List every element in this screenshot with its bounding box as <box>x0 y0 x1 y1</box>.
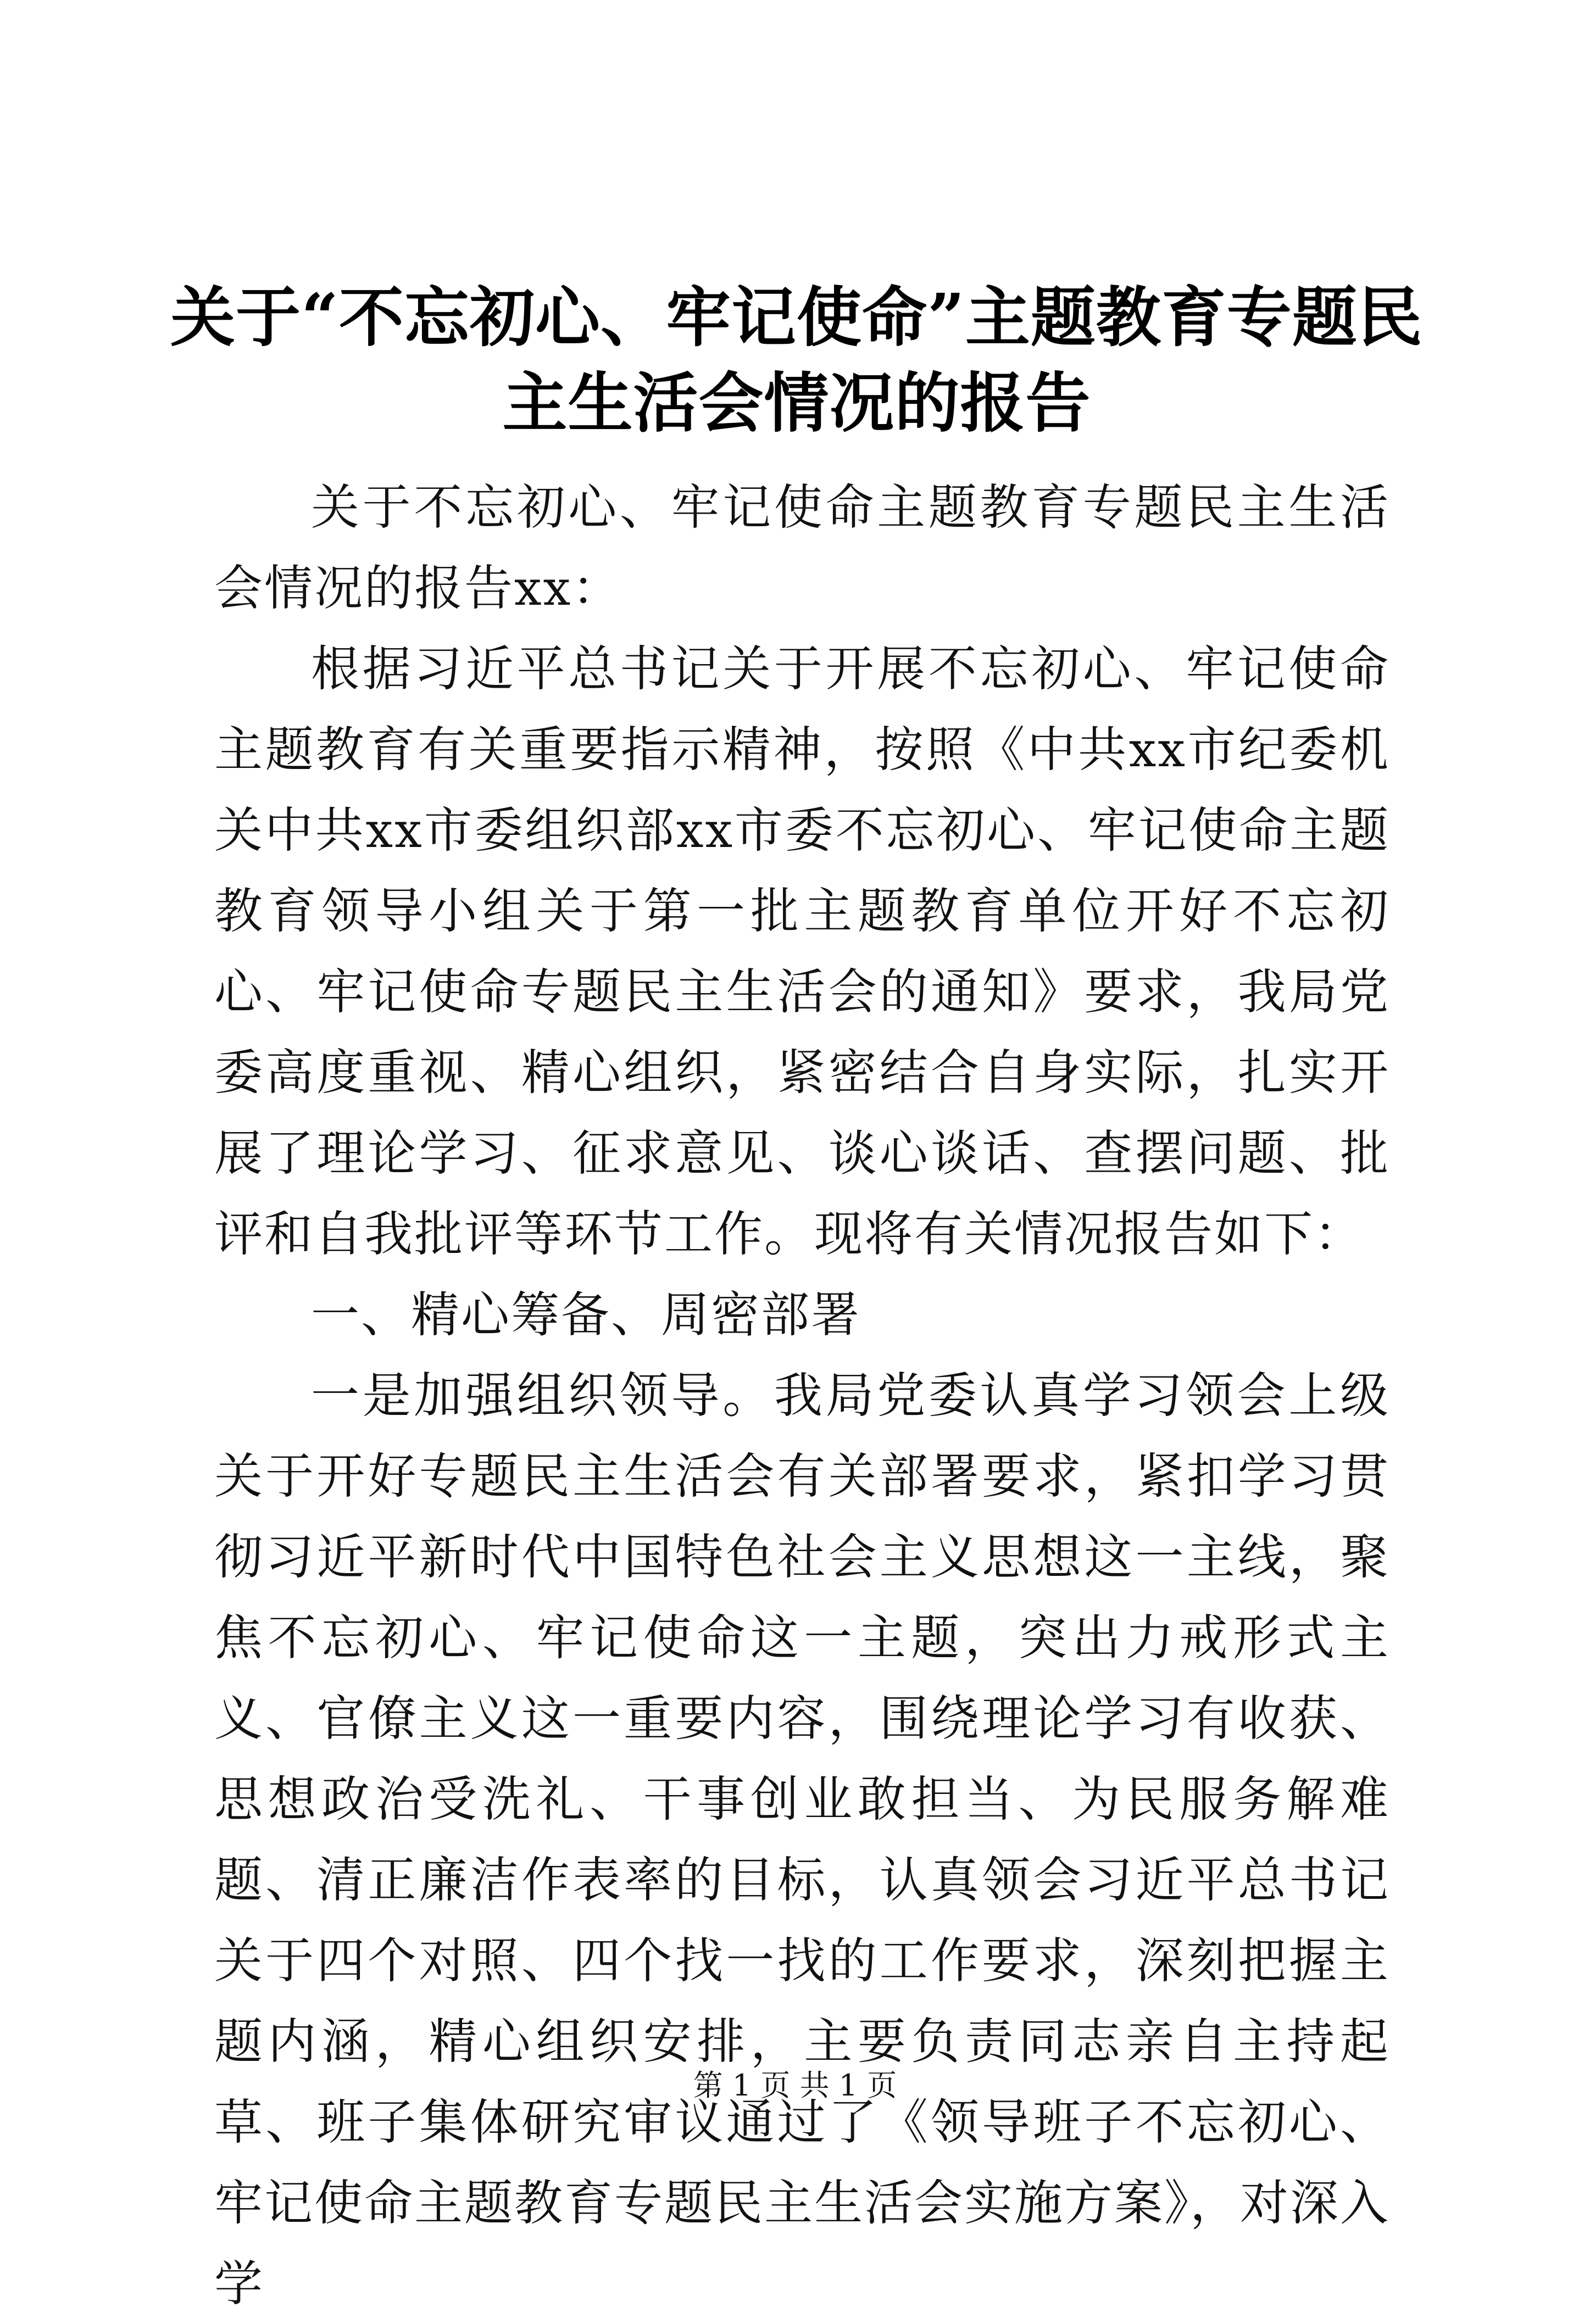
intro-paragraph: 根据习近平总书记关于开展不忘初心、牢记使命主题教育有关重要指示精神，按照《中共xx市纪委机关中共xx市委组织部xx市委不忘初心、牢记使命主题教育领导小组关于第一批主题教育单位开好不忘初心、牢记使命专题民主生活会的通知》要求，我局党委高度重视、精心组织，紧密结合自身实际，扎实开展了理论学习、征求意见、谈心谈话、查摆问题、批评和自我批评等环节工作。现将有关情况报告如下： <box>214 640 1390 1262</box>
section-heading: 一、精心筹备、周密部署 <box>311 1286 861 1343</box>
document-title: 关于“不忘初心、牢记使命”主题教育专题民主生活会情况的报告 <box>170 279 1423 441</box>
page-number-label: 第 1 页 共 1 页 <box>693 2068 897 2103</box>
salutation-paragraph: 关于不忘初心、牢记使命主题教育专题民主生活会情况的报告xx： <box>214 479 1390 616</box>
body-paragraph: 一是加强组织领导。我局党委认真学习领会上级关于开好专题民主生活会有关部署要求，紧扣学习贯彻习近平新时代中国特色社会主义思想这一主线，聚焦不忘初心、牢记使命这一主题，突出力戒形式主义、官僚主义这一重要内容，围绕理论学习有收获、思想政治受洗礼、干事创业敢担当、为民服务解难题、清正廉洁作表率的目标，认真领会习近平总书记关于四个对照、四个找一找的工作要求，深刻把握主题内涵，精心组织安排，主要负责同志亲自主持起草、班子集体研究审议通过了《领导班子不忘初心、牢记使命主题教育专题民主生活会实施方案》，对深入学 <box>214 1367 1391 2312</box>
document-body <box>214 467 1390 2324</box>
page-footer <box>0 2066 1590 2105</box>
